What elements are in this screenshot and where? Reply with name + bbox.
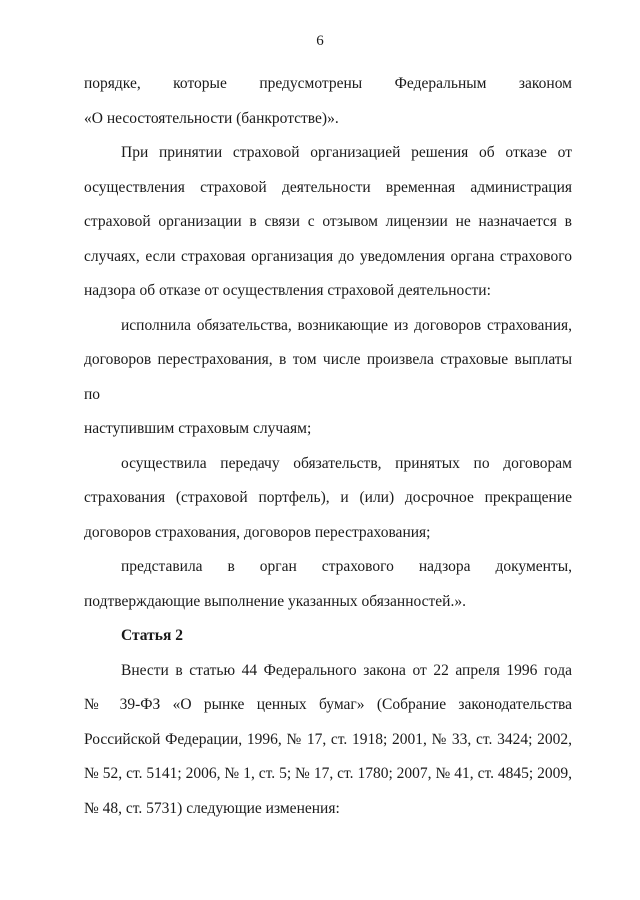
paragraph-obligations-fulfilled [84,309,572,447]
paragraph-documents-submitted [84,550,572,619]
paragraph-amendments [84,654,572,827]
text-line: представила в орган страхового надзора документы, [121,558,572,575]
page-number: 6 [316,33,324,49]
text-line: № 52, ст. 5141; 2006, № 1, ст. 5; № 17, ст. 1780; 2007, № 41, ст. 4845; 2009, [84,765,572,782]
text-line: наступившим страховым случаям; [84,420,312,437]
text-line: порядке, которые предусмотрены Федеральным законом [84,75,572,92]
text-line: «О несостоятельности (банкротстве)». [84,109,339,127]
text-line: осуществила передачу обязательств, принятых по договорам [121,454,572,472]
text-line: подтверждающие выполнение указанных обязанностей.». [84,592,466,610]
text-line: договоров перестрахования, в том числе произвела страховые выплаты по [84,351,572,403]
paragraph-continuation [84,67,572,136]
text-line: Внести в статью 44 Федерального закона от 22 апреля 1996 года [121,661,572,679]
text-line: договоров страхования, договоров перестрахования; [84,523,431,541]
text-line: исполнила обязательства, возникающие из договоров страхования, [121,316,572,334]
text-line: надзора об отказе от осуществления страховой деятельности: [84,282,491,299]
text-line: № 39-ФЗ «О рынке ценных бумаг» (Собрание законодательства [84,696,572,713]
document-body [84,67,572,826]
paragraph-portfolio-transfer [84,447,572,551]
text-line: страховой организации в связи с отзывом лицензии не назначается в [84,213,572,230]
article-heading: Статья 2 [121,627,183,644]
text-line: случаях, если страховая организация до уведомления органа страхового [84,247,572,265]
text-line: Российской Федерации, 1996, № 17, ст. 1918; 2001, № 33, ст. 3424; 2002, [84,730,572,748]
text-line: № 48, ст. 5731) следующие изменения: [84,799,340,817]
text-line: При принятии страховой организацией решения об отказе от [121,144,572,161]
paragraph-insurance-admin [84,136,572,309]
text-line: осуществления страховой деятельности временная администрация [84,178,572,196]
text-line: страхования (страховой портфель), и (или) досрочное прекращение [84,489,572,506]
